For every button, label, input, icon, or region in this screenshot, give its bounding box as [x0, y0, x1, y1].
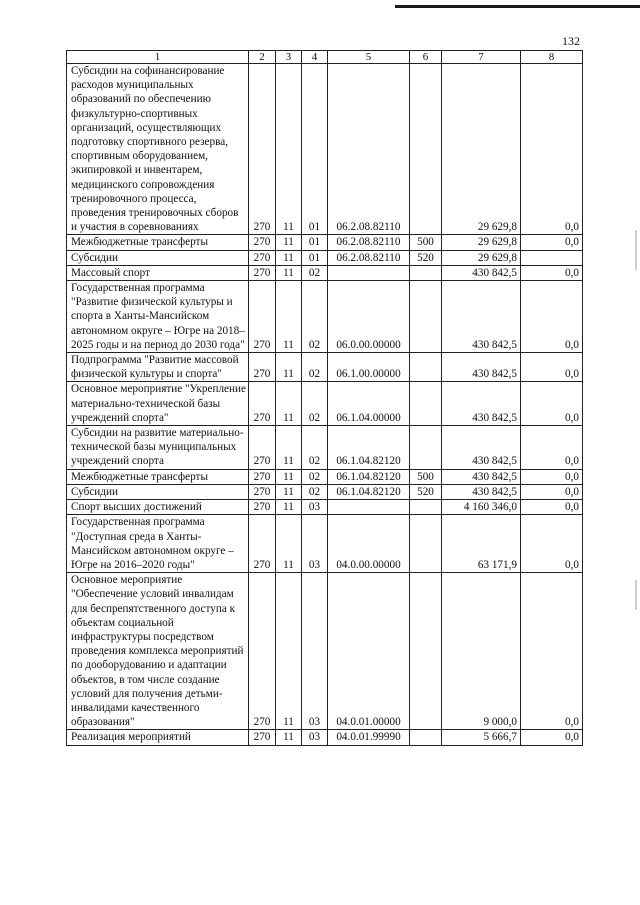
column-number: 2	[249, 51, 276, 64]
row-name: Подпрограмма "Развитие массовой физической культуры и спорта"	[67, 353, 249, 382]
subsection-code: 02	[302, 484, 328, 499]
expense-type-code	[410, 64, 442, 235]
expense-type-code	[410, 426, 442, 470]
amount: 430 842,5	[442, 484, 521, 499]
amount: 29 629,8	[442, 235, 521, 250]
section-code: 11	[276, 250, 302, 265]
table-row	[67, 500, 583, 515]
target-article-code: 06.1.04.00000	[328, 382, 410, 426]
amount-extra: 0,0	[521, 515, 583, 573]
table-row	[67, 64, 583, 235]
amount-extra: 0,0	[521, 235, 583, 250]
admin-code: 270	[249, 64, 276, 235]
amount: 430 842,5	[442, 469, 521, 484]
admin-code: 270	[249, 515, 276, 573]
expense-type-code	[410, 265, 442, 280]
expense-type-code: 520	[410, 484, 442, 499]
table-row	[67, 573, 583, 730]
table-row	[67, 235, 583, 250]
amount: 29 629,8	[442, 250, 521, 265]
expense-type-code	[410, 281, 442, 353]
admin-code: 270	[249, 265, 276, 280]
amount: 430 842,5	[442, 426, 521, 470]
amount-extra: 0,0	[521, 500, 583, 515]
column-number: 5	[328, 51, 410, 64]
amount-extra: 0,0	[521, 469, 583, 484]
admin-code: 270	[249, 353, 276, 382]
admin-code: 270	[249, 250, 276, 265]
amount-extra: 0,0	[521, 484, 583, 499]
scan-edge-mark	[635, 580, 637, 610]
admin-code: 270	[249, 484, 276, 499]
target-article-code: 06.2.08.82110	[328, 250, 410, 265]
section-code: 11	[276, 281, 302, 353]
row-name: Массовый спорт	[67, 265, 249, 280]
subsection-code: 02	[302, 426, 328, 470]
section-code: 11	[276, 265, 302, 280]
target-article-code: 06.1.04.82120	[328, 426, 410, 470]
table-row	[67, 353, 583, 382]
section-code: 11	[276, 515, 302, 573]
target-article-code: 06.1.00.00000	[328, 353, 410, 382]
subsection-code: 02	[302, 353, 328, 382]
column-number: 6	[410, 51, 442, 64]
table-row	[67, 250, 583, 265]
column-number: 1	[67, 51, 249, 64]
expense-type-code: 520	[410, 250, 442, 265]
amount: 63 171,9	[442, 515, 521, 573]
amount: 9 000,0	[442, 573, 521, 730]
subsection-code: 01	[302, 235, 328, 250]
section-code: 11	[276, 484, 302, 499]
target-article-code: 06.2.08.82110	[328, 64, 410, 235]
amount-extra: 0,0	[521, 730, 583, 745]
column-number: 3	[276, 51, 302, 64]
expense-type-code: 500	[410, 235, 442, 250]
section-code: 11	[276, 64, 302, 235]
page-number: 132	[562, 34, 580, 48]
admin-code: 270	[249, 573, 276, 730]
table-row	[67, 515, 583, 573]
row-name: Субсидии	[67, 250, 249, 265]
budget-table	[66, 50, 583, 746]
amount-extra: 0,0	[521, 573, 583, 730]
target-article-code: 04.0.00.00000	[328, 515, 410, 573]
table-row	[67, 281, 583, 353]
table-row	[67, 382, 583, 426]
table-row	[67, 265, 583, 280]
target-article-code: 06.2.08.82110	[328, 235, 410, 250]
row-name: Государственная программа "Развитие физической культуры и спорта в Ханты-Мансийском автономном округе – Югре на 2018–2025 годы и на период до 2030 года"	[67, 281, 249, 353]
row-name: Государственная программа "Доступная среда в Ханты-Мансийском автономном округе – Югре на 2016–2020 годы"	[67, 515, 249, 573]
admin-code: 270	[249, 382, 276, 426]
scan-edge-mark	[635, 230, 637, 270]
subsection-code: 03	[302, 573, 328, 730]
expense-type-code: 500	[410, 469, 442, 484]
expense-type-code	[410, 382, 442, 426]
target-article-code: 04.0.01.99990	[328, 730, 410, 745]
section-code: 11	[276, 353, 302, 382]
admin-code: 270	[249, 235, 276, 250]
amount: 4 160 346,0	[442, 500, 521, 515]
expense-type-code	[410, 500, 442, 515]
section-code: 11	[276, 730, 302, 745]
table-row	[67, 469, 583, 484]
row-name: Спорт высших достижений	[67, 500, 249, 515]
row-name: Субсидии	[67, 484, 249, 499]
section-code: 11	[276, 235, 302, 250]
section-code: 11	[276, 382, 302, 426]
section-code: 11	[276, 500, 302, 515]
target-article-code: 04.0.01.00000	[328, 573, 410, 730]
admin-code: 270	[249, 730, 276, 745]
subsection-code: 02	[302, 265, 328, 280]
row-name: Основное мероприятие "Обеспечение условий инвалидам для беспрепятственного доступа к объектам социальной инфраструктуры посредством проведения комплекса мероприятий по дооборудованию и адаптации объектов, в том числе создание условий для получения детьми-инвалидами качественного образования"	[67, 573, 249, 730]
subsection-code: 03	[302, 730, 328, 745]
subsection-code: 01	[302, 250, 328, 265]
target-article-code	[328, 500, 410, 515]
amount-extra: 0,0	[521, 281, 583, 353]
row-name: Субсидии на софинансирование расходов муниципальных образований по обеспечению физкультурно-спортивных организаций, осуществляющих подготовку спортивного резерва, спортивным оборудованием, экипировкой и инвентарем, медицинского сопровождения тренировочного процесса, проведения тренировочных сборов и участия в соревнованиях	[67, 64, 249, 235]
column-number: 4	[302, 51, 328, 64]
row-name: Основное мероприятие "Укрепление материально-технической базы учреждений спорта"	[67, 382, 249, 426]
amount: 430 842,5	[442, 382, 521, 426]
expense-type-code	[410, 353, 442, 382]
table-row	[67, 730, 583, 745]
subsection-code: 03	[302, 500, 328, 515]
table-row	[67, 484, 583, 499]
target-article-code: 06.1.04.82120	[328, 484, 410, 499]
subsection-code: 02	[302, 382, 328, 426]
amount: 430 842,5	[442, 281, 521, 353]
admin-code: 270	[249, 500, 276, 515]
section-code: 11	[276, 426, 302, 470]
row-name: Реализация мероприятий	[67, 730, 249, 745]
section-code: 11	[276, 573, 302, 730]
expense-type-code	[410, 730, 442, 745]
amount: 430 842,5	[442, 353, 521, 382]
expense-type-code	[410, 515, 442, 573]
subsection-code: 01	[302, 64, 328, 235]
subsection-code: 02	[302, 469, 328, 484]
amount: 5 666,7	[442, 730, 521, 745]
row-name: Межбюджетные трансферты	[67, 469, 249, 484]
target-article-code	[328, 265, 410, 280]
column-number: 8	[521, 51, 583, 64]
admin-code: 270	[249, 281, 276, 353]
top-scan-line	[395, 5, 640, 8]
amount-extra: 0,0	[521, 382, 583, 426]
amount-extra: 0,0	[521, 426, 583, 470]
subsection-code: 03	[302, 515, 328, 573]
amount: 29 629,8	[442, 64, 521, 235]
target-article-code: 06.0.00.00000	[328, 281, 410, 353]
column-number: 7	[442, 51, 521, 64]
table-row	[67, 426, 583, 470]
subsection-code: 02	[302, 281, 328, 353]
amount-extra: 0,0	[521, 353, 583, 382]
target-article-code: 06.1.04.82120	[328, 469, 410, 484]
admin-code: 270	[249, 469, 276, 484]
amount: 430 842,5	[442, 265, 521, 280]
row-name: Субсидии на развитие материально-технической базы муниципальных учреждений спорта	[67, 426, 249, 470]
amount-extra: 0,0	[521, 265, 583, 280]
amount-extra	[521, 250, 583, 265]
amount-extra: 0,0	[521, 64, 583, 235]
section-code: 11	[276, 469, 302, 484]
row-name: Межбюджетные трансферты	[67, 235, 249, 250]
column-number-row	[67, 51, 583, 64]
admin-code: 270	[249, 426, 276, 470]
expense-type-code	[410, 573, 442, 730]
